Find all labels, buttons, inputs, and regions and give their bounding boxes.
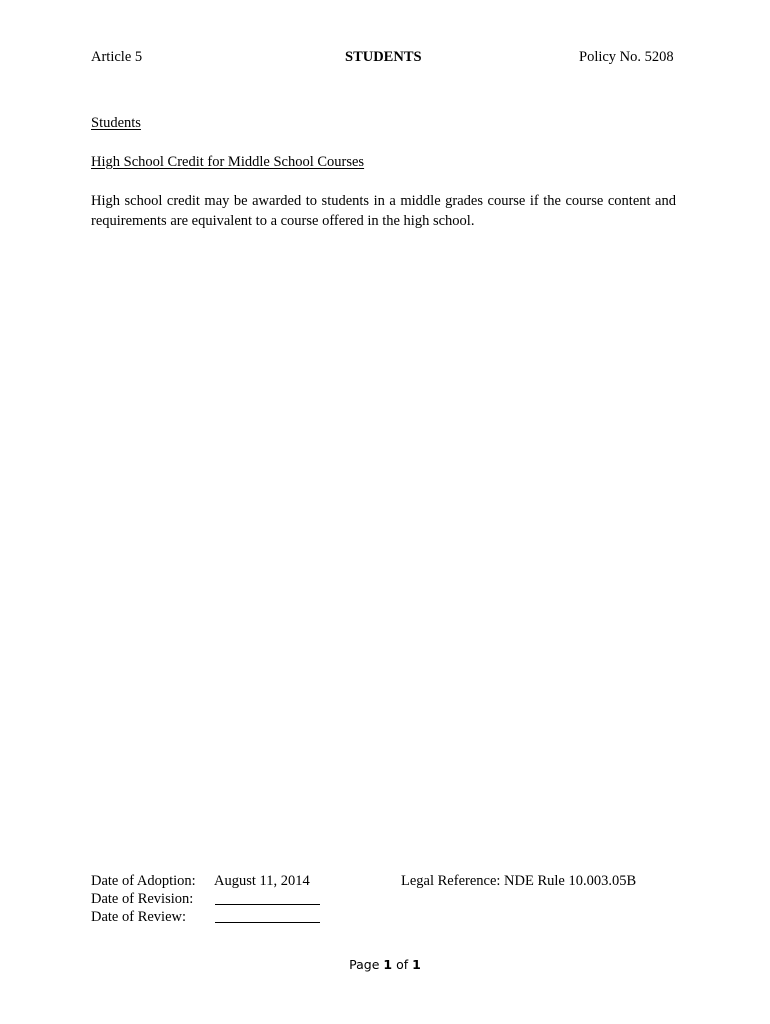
policy-title: High School Credit for Middle School Courses <box>91 154 365 170</box>
page-of: of <box>396 957 409 972</box>
review-date-blank <box>215 922 320 923</box>
legal-reference: Legal Reference: NDE Rule 10.003.05B <box>401 873 637 889</box>
page-current: 1 <box>383 957 393 972</box>
review-date-label: Date of Review: <box>91 909 187 925</box>
adoption-date-label: Date of Adoption: <box>91 873 196 889</box>
revision-date-blank <box>215 904 320 905</box>
page-label: Page <box>349 957 380 972</box>
header-policy-number: Policy No. 5208 <box>579 49 674 65</box>
section-heading: Students <box>91 115 141 131</box>
page-total: 1 <box>412 957 421 972</box>
policy-body-text: High school credit may be awarded to students in a middle grades course if the course content and requirements are equivalent to a course offered in the high school. <box>91 193 676 229</box>
header-article: Article 5 <box>91 49 143 65</box>
header-title: STUDENTS <box>345 49 422 65</box>
revision-date-label: Date of Revision: <box>91 891 194 907</box>
page-number <box>0 957 770 973</box>
adoption-date-value: August 11, 2014 <box>214 873 310 889</box>
